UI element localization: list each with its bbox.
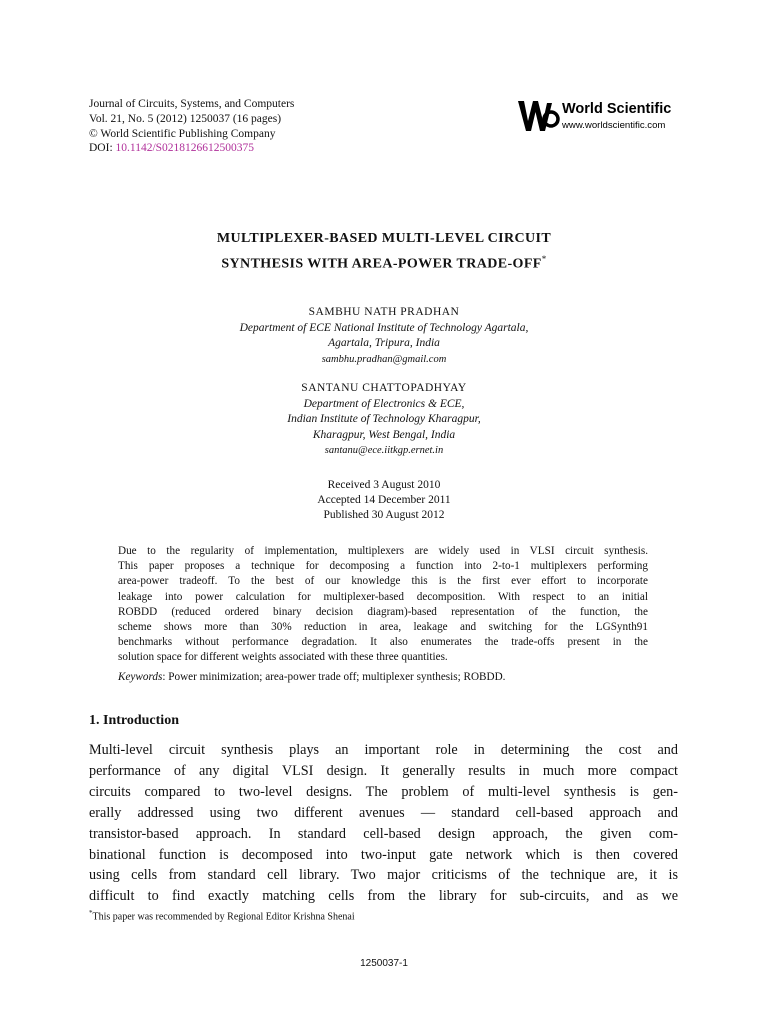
doi-label: DOI:	[89, 142, 116, 155]
keywords	[118, 671, 648, 683]
footnote	[89, 909, 355, 922]
published-date: Published 30 August 2012	[323, 509, 445, 522]
title-line-2-text: SYNTHESIS WITH AREA-POWER TRADE-OFF	[221, 256, 542, 272]
title-footnote-mark: *	[541, 254, 547, 264]
doi-link[interactable]: 10.1142/S0218126612500375	[115, 142, 255, 155]
journal-copyright: © World Scientific Publishing Company	[89, 127, 276, 140]
introduction-body	[89, 740, 678, 907]
title-line-1: MULTIPLEXER-BASED MULTI-LEVEL CIRCUIT	[216, 231, 552, 246]
journal-doi	[89, 141, 294, 156]
keywords-label: Keywords	[118, 671, 163, 683]
abstract-line: scheme shows more than 30% reduction in area, leakage and switching for the LGSynth91	[118, 621, 648, 634]
body-line: performance of any digital VLSI design. It generally results in much more compact	[89, 762, 678, 779]
body-line: transistor-based approach. In standard cell-based design approach, the given com-	[89, 825, 678, 842]
author-email: sambhu.pradhan@gmail.com	[321, 353, 447, 365]
keywords-text: : Power minimization; area-power trade off; multiplexer synthesis; ROBDD.	[162, 671, 506, 683]
author-affiliation-line: Department of ECE National Institute of Technology Agartala,	[239, 321, 529, 334]
title-line-2	[90, 249, 678, 275]
publisher-name: World Scientific	[562, 101, 672, 117]
abstract-line: leakage into power calculation for multiplexer-based decomposition. With respect to an initial	[118, 590, 648, 603]
abstract-line: area-power tradeoff. To the best of our knowledge this is the first ever effort to incorporate	[118, 575, 648, 588]
publisher-logo	[516, 99, 686, 135]
abstract-line: This paper proposes a technique for decomposing a function into 2-to-1 multiplexers performing	[118, 560, 648, 573]
author-affiliation-line: Department of Electronics & ECE,	[303, 397, 465, 410]
abstract	[118, 544, 648, 666]
author-name: SANTANU CHATTOPADHYAY	[301, 382, 467, 394]
journal-info	[89, 97, 294, 156]
abstract-line: solution space for different weights associated with these three quantities.	[118, 651, 448, 664]
publication-dates	[90, 478, 678, 524]
body-line: Multi-level circuit synthesis plays an important role in determining the cost and	[89, 742, 678, 758]
page-number: 1250037-1	[360, 958, 408, 969]
world-scientific-logo-icon	[516, 99, 560, 133]
author-affiliation-line: Agartala, Tripura, India	[328, 337, 440, 349]
author-block	[90, 305, 678, 459]
footnote-text: This paper was recommended by Regional Editor Krishna Shenai	[92, 911, 355, 923]
abstract-line: Due to the regularity of implementation, multiplexers are widely used in VLSI circuit synthesis.	[118, 545, 648, 557]
received-date: Received 3 August 2010	[327, 479, 441, 491]
journal-volume: Vol. 21, No. 5 (2012) 1250037 (16 pages)	[89, 112, 282, 125]
footnote-mark: *	[89, 909, 93, 917]
body-line: using cells from standard cell library. Two major criticisms of the technique are, it is	[89, 867, 678, 884]
abstract-line: benchmarks without performance degradation. It also enumerates the trade-offs present in the	[118, 636, 648, 649]
author-affiliation-line: Indian Institute of Technology Kharagpur,	[287, 413, 481, 425]
section-heading: 1. Introduction	[89, 713, 179, 728]
paper-title	[90, 229, 678, 275]
body-line: difficult to find exactly matching cells from the library for sub-circuits, and as we	[89, 888, 678, 905]
author-email: santanu@ece.iitkgp.ernet.in	[324, 445, 444, 456]
body-line: binational function is decomposed into two-input gate network which is then covered	[89, 846, 678, 863]
author-affiliation-line: Kharagpur, West Bengal, India	[312, 428, 456, 441]
abstract-line: ROBDD (reduced ordered binary decision diagram)-based representation of the function, the	[118, 605, 648, 618]
journal-name: Journal of Circuits, Systems, and Computers	[89, 98, 295, 110]
body-line: erally addressed using two different avenues — standard cell-based approach and	[89, 804, 678, 821]
accepted-date: Accepted 14 December 2011	[317, 494, 451, 507]
publisher-url[interactable]: www.worldscientific.com	[562, 120, 666, 131]
author-name: SAMBHU NATH PRADHAN	[308, 306, 460, 318]
body-line: circuits compared to two-level designs. The problem of multi-level synthesis is gen-	[89, 783, 678, 800]
